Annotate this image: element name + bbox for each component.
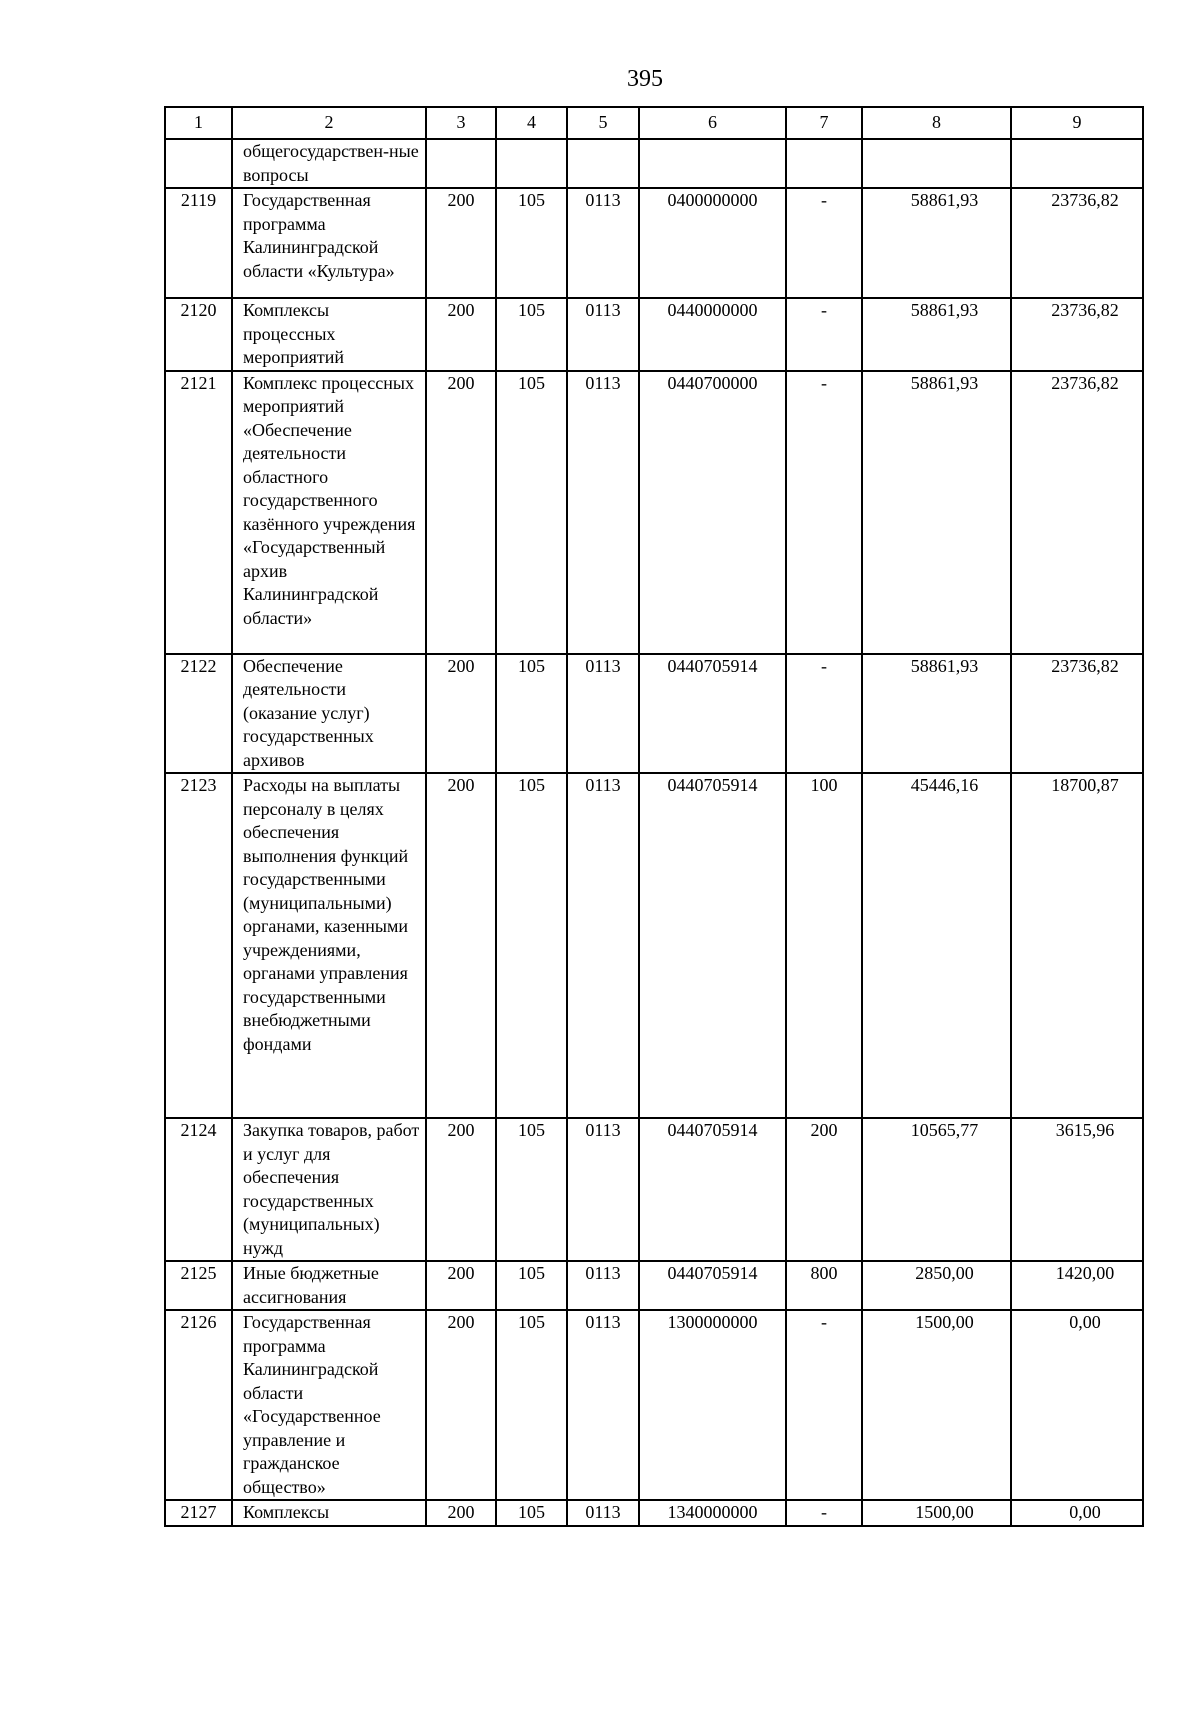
col-6-value — [639, 139, 786, 188]
col-5-value: 0113 — [567, 654, 639, 774]
col-3-value: 200 — [426, 298, 496, 371]
col-8-amount: 58861,93 — [862, 371, 1011, 654]
col-5-value: 0113 — [567, 188, 639, 298]
col-6-value: 0440705914 — [639, 1261, 786, 1310]
col-8-amount: 1500,00 — [862, 1310, 1011, 1500]
row-number: 2120 — [165, 298, 232, 371]
table-row — [165, 1118, 1143, 1261]
row-name: Иные бюджетные ассигнования — [232, 1261, 426, 1310]
col-4-value: 105 — [496, 188, 567, 298]
col-3-value: 200 — [426, 1500, 496, 1526]
col-6-value: 0440705914 — [639, 1118, 786, 1261]
row-number: 2122 — [165, 654, 232, 774]
col-9-amount: 0,00 — [1011, 1500, 1143, 1526]
col-8-amount: 1500,00 — [862, 1500, 1011, 1526]
table-row — [165, 1310, 1143, 1500]
col-9-amount: 23736,82 — [1011, 654, 1143, 774]
col-4-value — [496, 139, 567, 188]
col-3-value: 200 — [426, 1310, 496, 1500]
col-4-value: 105 — [496, 1261, 567, 1310]
row-number: 2127 — [165, 1500, 232, 1526]
col-8-amount — [862, 139, 1011, 188]
row-name: Расходы на выплаты персоналу в целях обеспечения выполнения функций государственными (муниципальными) органами, казенными учреждениями, органами управления государственными внебюджетными фондами — [232, 773, 426, 1118]
column-header: 4 — [496, 107, 567, 139]
col-3-value — [426, 139, 496, 188]
col-9-amount: 3615,96 — [1011, 1118, 1143, 1261]
row-number: 2126 — [165, 1310, 232, 1500]
col-4-value: 105 — [496, 654, 567, 774]
row-name: Комплексы — [232, 1500, 426, 1526]
col-7-value: - — [786, 654, 862, 774]
col-3-value: 200 — [426, 654, 496, 774]
table-row — [165, 1261, 1143, 1310]
col-9-amount: 23736,82 — [1011, 371, 1143, 654]
table-body — [165, 139, 1143, 1526]
column-header: 1 — [165, 107, 232, 139]
col-5-value: 0113 — [567, 1261, 639, 1310]
col-8-amount: 58861,93 — [862, 188, 1011, 298]
col-9-amount: 23736,82 — [1011, 188, 1143, 298]
column-header: 9 — [1011, 107, 1143, 139]
col-5-value: 0113 — [567, 1118, 639, 1261]
col-8-amount: 10565,77 — [862, 1118, 1011, 1261]
col-7-value: - — [786, 188, 862, 298]
col-3-value: 200 — [426, 1118, 496, 1261]
row-number: 2124 — [165, 1118, 232, 1261]
col-8-amount: 58861,93 — [862, 654, 1011, 774]
table-header-row — [165, 107, 1143, 139]
col-4-value: 105 — [496, 1310, 567, 1500]
col-6-value: 0440700000 — [639, 371, 786, 654]
budget-table — [164, 106, 1144, 1527]
row-name: Обеспечение деятельности (оказание услуг) государственных архивов — [232, 654, 426, 774]
col-6-value: 0400000000 — [639, 188, 786, 298]
col-9-amount: 1420,00 — [1011, 1261, 1143, 1310]
column-header: 7 — [786, 107, 862, 139]
col-5-value: 0113 — [567, 298, 639, 371]
row-name: общегосударствен-ные вопросы — [232, 139, 426, 188]
col-9-amount — [1011, 139, 1143, 188]
row-name: Государственная программа Калининградской области «Государственное управление и гражданское общество» — [232, 1310, 426, 1500]
row-name: Закупка товаров, работ и услуг для обеспечения государственных (муниципальных) нужд — [232, 1118, 426, 1261]
column-header: 5 — [567, 107, 639, 139]
col-7-value: 100 — [786, 773, 862, 1118]
table-row — [165, 298, 1143, 371]
col-7-value: - — [786, 371, 862, 654]
col-5-value: 0113 — [567, 1500, 639, 1526]
col-6-value: 0440705914 — [639, 773, 786, 1118]
table-row — [165, 773, 1143, 1118]
col-9-amount: 0,00 — [1011, 1310, 1143, 1500]
col-5-value: 0113 — [567, 773, 639, 1118]
col-3-value: 200 — [426, 371, 496, 654]
col-7-value: - — [786, 1310, 862, 1500]
col-7-value: 200 — [786, 1118, 862, 1261]
column-header: 3 — [426, 107, 496, 139]
col-8-amount: 2850,00 — [862, 1261, 1011, 1310]
col-4-value: 105 — [496, 1118, 567, 1261]
col-4-value: 105 — [496, 773, 567, 1118]
row-number — [165, 139, 232, 188]
col-7-value — [786, 139, 862, 188]
col-7-value: - — [786, 298, 862, 371]
row-name: Комплекс процессных мероприятий «Обеспечение деятельности областного государственного казённого учреждения «Государственный архив Калининградской области» — [232, 371, 426, 654]
col-6-value: 0440000000 — [639, 298, 786, 371]
col-8-amount: 58861,93 — [862, 298, 1011, 371]
col-4-value: 105 — [496, 1500, 567, 1526]
col-3-value: 200 — [426, 773, 496, 1118]
col-3-value: 200 — [426, 188, 496, 298]
col-8-amount: 45446,16 — [862, 773, 1011, 1118]
table-row — [165, 1500, 1143, 1526]
column-header: 2 — [232, 107, 426, 139]
col-7-value: 800 — [786, 1261, 862, 1310]
row-number: 2123 — [165, 773, 232, 1118]
col-6-value: 0440705914 — [639, 654, 786, 774]
table-row — [165, 188, 1143, 298]
table-row — [165, 371, 1143, 654]
table-row — [165, 139, 1143, 188]
col-5-value: 0113 — [567, 371, 639, 654]
col-9-amount: 23736,82 — [1011, 298, 1143, 371]
column-header: 8 — [862, 107, 1011, 139]
col-4-value: 105 — [496, 371, 567, 654]
page-number: 395 — [627, 66, 663, 92]
col-6-value: 1300000000 — [639, 1310, 786, 1500]
row-number: 2119 — [165, 188, 232, 298]
col-4-value: 105 — [496, 298, 567, 371]
table-row — [165, 654, 1143, 774]
column-header: 6 — [639, 107, 786, 139]
row-name: Государственная программа Калининградской области «Культура» — [232, 188, 426, 298]
col-5-value — [567, 139, 639, 188]
col-7-value: - — [786, 1500, 862, 1526]
row-number: 2125 — [165, 1261, 232, 1310]
row-name: Комплексы процессных мероприятий — [232, 298, 426, 371]
col-3-value: 200 — [426, 1261, 496, 1310]
col-9-amount: 18700,87 — [1011, 773, 1143, 1118]
col-5-value: 0113 — [567, 1310, 639, 1500]
col-6-value: 1340000000 — [639, 1500, 786, 1526]
row-number: 2121 — [165, 371, 232, 654]
